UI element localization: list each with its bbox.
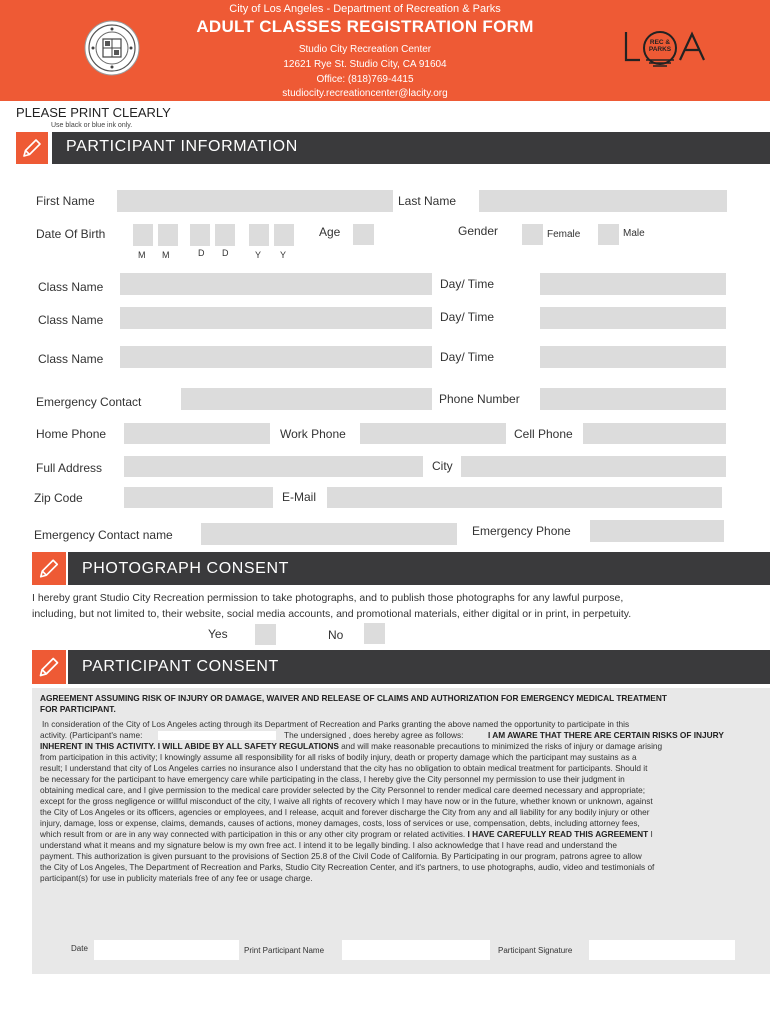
print-name-label: Print Participant Name <box>244 946 325 955</box>
work-phone-label: Work Phone <box>280 427 346 441</box>
signature-field[interactable] <box>589 940 735 960</box>
photo-consent-title: PHOTOGRAPH CONSENT <box>82 560 289 577</box>
zip-code-field[interactable] <box>124 487 273 508</box>
consent-line: the City of Los Angeles, The Department of Recreation and Parks, Studio City Recreation Center, and it's partners, to use photographs, audio, video and testimonials of <box>40 862 655 872</box>
city-label: City <box>432 459 453 473</box>
home-phone-label: Home Phone <box>36 427 107 441</box>
day-time-label-2: Day/ Time <box>440 310 495 324</box>
gender-label: Gender <box>458 224 499 238</box>
dob-day-2-field[interactable] <box>215 224 235 246</box>
photo-consent-bar <box>68 552 770 585</box>
consent-line: payment. This authorization is given pursuant to the provisions of Section 25.8 of the Civil Code of California. By Participating in our program, patrons agree to allow <box>40 851 642 861</box>
consent-line <box>40 829 756 840</box>
consent-i-text: I <box>650 829 653 839</box>
center-phone: Office: (818)769-4415 <box>316 74 414 85</box>
day-time-field-2[interactable] <box>540 307 726 329</box>
home-phone-field[interactable] <box>124 423 270 444</box>
form-title: ADULT CLASSES REGISTRATION FORM <box>196 17 534 36</box>
consent-agreement-box <box>32 688 770 974</box>
emergency-contact-name-label: Emergency Contact name <box>34 528 173 542</box>
emergency-contact-label: Emergency Contact <box>36 395 142 409</box>
consent-heading-1: AGREEMENT ASSUMING RISK OF INJURY OR DAMAGE, WAIVER AND RELEASE OF CLAIMS AND AUTHORIZATION FOR EMERGENCY MEDICAL TREATMENT <box>40 693 667 703</box>
last-name-label: Last Name <box>398 194 457 208</box>
day-time-field-1[interactable] <box>540 273 726 295</box>
form-header <box>0 0 770 101</box>
center-address: 12621 Rye St. Studio City, CA 91604 <box>283 59 447 70</box>
consent-heading-2: FOR PARTICIPANT. <box>40 704 116 714</box>
center-name: Studio City Recreation Center <box>298 44 432 55</box>
dob-hint-d2: D <box>222 248 229 258</box>
rec-parks-logo <box>620 24 720 76</box>
emergency-phone-label: Emergency Phone <box>472 524 571 538</box>
date-field[interactable] <box>94 940 239 960</box>
print-notice: PLEASE PRINT CLEARLY <box>16 105 171 120</box>
dob-hint-d1: D <box>198 248 205 258</box>
class-name-field-1[interactable] <box>120 273 432 295</box>
ink-notice: Use black or blue ink only. <box>51 122 133 129</box>
participant-name-prompt: activity. (Participant's name: <box>40 730 143 740</box>
last-name-field[interactable] <box>479 190 727 212</box>
dob-year-2-field[interactable] <box>274 224 294 246</box>
dob-year-1-field[interactable] <box>249 224 269 246</box>
day-time-label-1: Day/ Time <box>440 277 495 291</box>
consent-read-agreement: I HAVE CAREFULLY READ THIS AGREEMENT <box>467 829 649 839</box>
city-seal-icon <box>84 20 140 76</box>
email-label: E-Mail <box>282 490 317 504</box>
zip-code-label: Zip Code <box>34 491 83 505</box>
dob-hint-y1: Y <box>255 250 262 260</box>
work-phone-field[interactable] <box>360 423 506 444</box>
consent-line: be necessary for the participant to have emergency care while participating in the class, I hereby give the City personnel my permission to use their judgment in <box>40 774 625 784</box>
phone-number-field[interactable] <box>540 388 726 410</box>
consent-line: from participation in this activity; I knowingly assume all responsibility for all risks of bodily injury, death or property damage which the participant may sustains as a <box>40 752 637 762</box>
dob-month-2-field[interactable] <box>158 224 178 246</box>
phone-number-label: Phone Number <box>439 392 520 406</box>
class-name-label-2: Class Name <box>38 313 104 327</box>
org-name: City of Los Angeles - Department of Recreation & Parks <box>229 3 501 15</box>
section-pencil-badge <box>32 650 66 684</box>
pencil-icon <box>32 650 66 684</box>
photo-consent-text-2: including, but not limited to, their website, social media accounts, and promotional materials, either digital or in print, in perpetuity. <box>32 608 632 620</box>
full-address-label: Full Address <box>36 461 103 475</box>
class-name-label-3: Class Name <box>38 352 104 366</box>
emergency-phone-field[interactable] <box>590 520 724 542</box>
emergency-contact-name-field[interactable] <box>201 523 457 545</box>
class-name-field-3[interactable] <box>120 346 432 368</box>
date-label: Date <box>71 944 88 953</box>
consent-line: obtaining medical care, and I give permission to the medical care provider selected by the City Personnel to render medical care deemed necessary and appropriate; <box>40 785 646 795</box>
print-name-field[interactable] <box>342 940 490 960</box>
consent-line: In consideration of the City of Los Angeles acting through its Department of Recreation and Parks granting the above named the opportunity to participate in this <box>42 719 630 729</box>
consent-risk-aware: I AM AWARE THAT THERE ARE CERTAIN RISKS OF INJURY <box>488 730 724 740</box>
gender-female-checkbox[interactable] <box>522 224 543 245</box>
age-field[interactable] <box>353 224 374 245</box>
class-name-label-1: Class Name <box>38 280 104 294</box>
cell-phone-field[interactable] <box>583 423 726 444</box>
class-name-field-2[interactable] <box>120 307 432 329</box>
pencil-icon <box>32 552 66 585</box>
center-email: studiocity.recreationcenter@lacity.org <box>282 88 448 99</box>
consent-precautions-text: and will make reasonable precautions to minimized the risks of injury or damage arising <box>341 741 663 751</box>
gender-male-label: Male <box>623 228 645 239</box>
participant-info-bar <box>52 132 770 164</box>
photo-no-checkbox[interactable] <box>364 623 385 644</box>
signature-label: Participant Signature <box>498 946 573 955</box>
consent-line: injury, damage, loss or expense, claims, demands, causes of actions, money damages, costs, loss of services or use, compensation, debts, including attorney fees, <box>40 818 640 828</box>
photo-no-label: No <box>328 628 344 642</box>
consent-safety-regulations: INHERENT IN THIS ACTIVITY. I WILL ABIDE BY ALL SAFETY REGULATIONS <box>40 741 339 751</box>
dob-hint-m1: M <box>138 250 146 260</box>
consent-line: understand what it means and my signature below is my own free act. I intend it to be legally binding. I also acknowledge that I have read and understand the <box>40 840 617 850</box>
participant-consent-title: PARTICIPANT CONSENT <box>82 658 279 675</box>
day-time-field-3[interactable] <box>540 346 726 368</box>
cell-phone-label: Cell Phone <box>514 427 573 441</box>
dob-month-1-field[interactable] <box>133 224 153 246</box>
age-label: Age <box>319 225 341 239</box>
dob-hint-m2: M <box>162 250 170 260</box>
full-address-field[interactable] <box>124 456 423 477</box>
consent-line <box>40 741 756 752</box>
consent-agree-text: The undersigned , does hereby agree as follows: <box>284 730 464 740</box>
consent-connected-text: which result from or are in any way connected with participation in this or any other city program or related activities. <box>40 829 466 839</box>
consent-line: except for the gross negligence or willful misconduct of the city, I waive all rights of recovery which I may have now or in the future, whether known or unknown, against <box>40 796 653 806</box>
consent-line: participant(s) for use in publicity materials free of any fee or usage charge. <box>40 873 313 883</box>
photo-consent-text-1: I hereby grant Studio City Recreation permission to take photographs, and to publish those photographs for any lawful purpose, <box>32 592 624 604</box>
section-pencil-badge <box>32 552 66 585</box>
day-time-label-3: Day/ Time <box>440 350 495 364</box>
email-field[interactable] <box>327 487 722 508</box>
gender-female-label: Female <box>547 229 581 240</box>
emergency-contact-field[interactable] <box>181 388 432 410</box>
participant-name-inline-field[interactable] <box>158 731 276 740</box>
photo-yes-label: Yes <box>208 627 228 641</box>
dob-hint-y2: Y <box>280 250 287 260</box>
consent-line: result; I understand that city of Los Angeles carries no insurance also I understand that the city has no obligation to obtain medical treatment for participants. Should it <box>40 763 648 773</box>
consent-line <box>40 730 756 741</box>
photo-yes-checkbox[interactable] <box>255 624 276 645</box>
gender-male-checkbox[interactable] <box>598 224 619 245</box>
participant-consent-bar <box>68 650 770 684</box>
rec-parks-badge: REC & PARKS <box>648 39 672 53</box>
first-name-field[interactable] <box>117 190 393 212</box>
section-pencil-badge <box>16 132 48 164</box>
first-name-label: First Name <box>36 194 95 208</box>
pencil-icon <box>16 132 48 164</box>
dob-day-1-field[interactable] <box>190 224 210 246</box>
dob-label: Date Of Birth <box>36 227 106 241</box>
consent-line: the City of Los Angeles or its officers, agencies or employees, and I release, acquit and forever discharge the City from any and all liability for any bodily injury or other <box>40 807 650 817</box>
participant-info-title: PARTICIPANT INFORMATION <box>66 138 298 155</box>
city-field[interactable] <box>461 456 726 477</box>
